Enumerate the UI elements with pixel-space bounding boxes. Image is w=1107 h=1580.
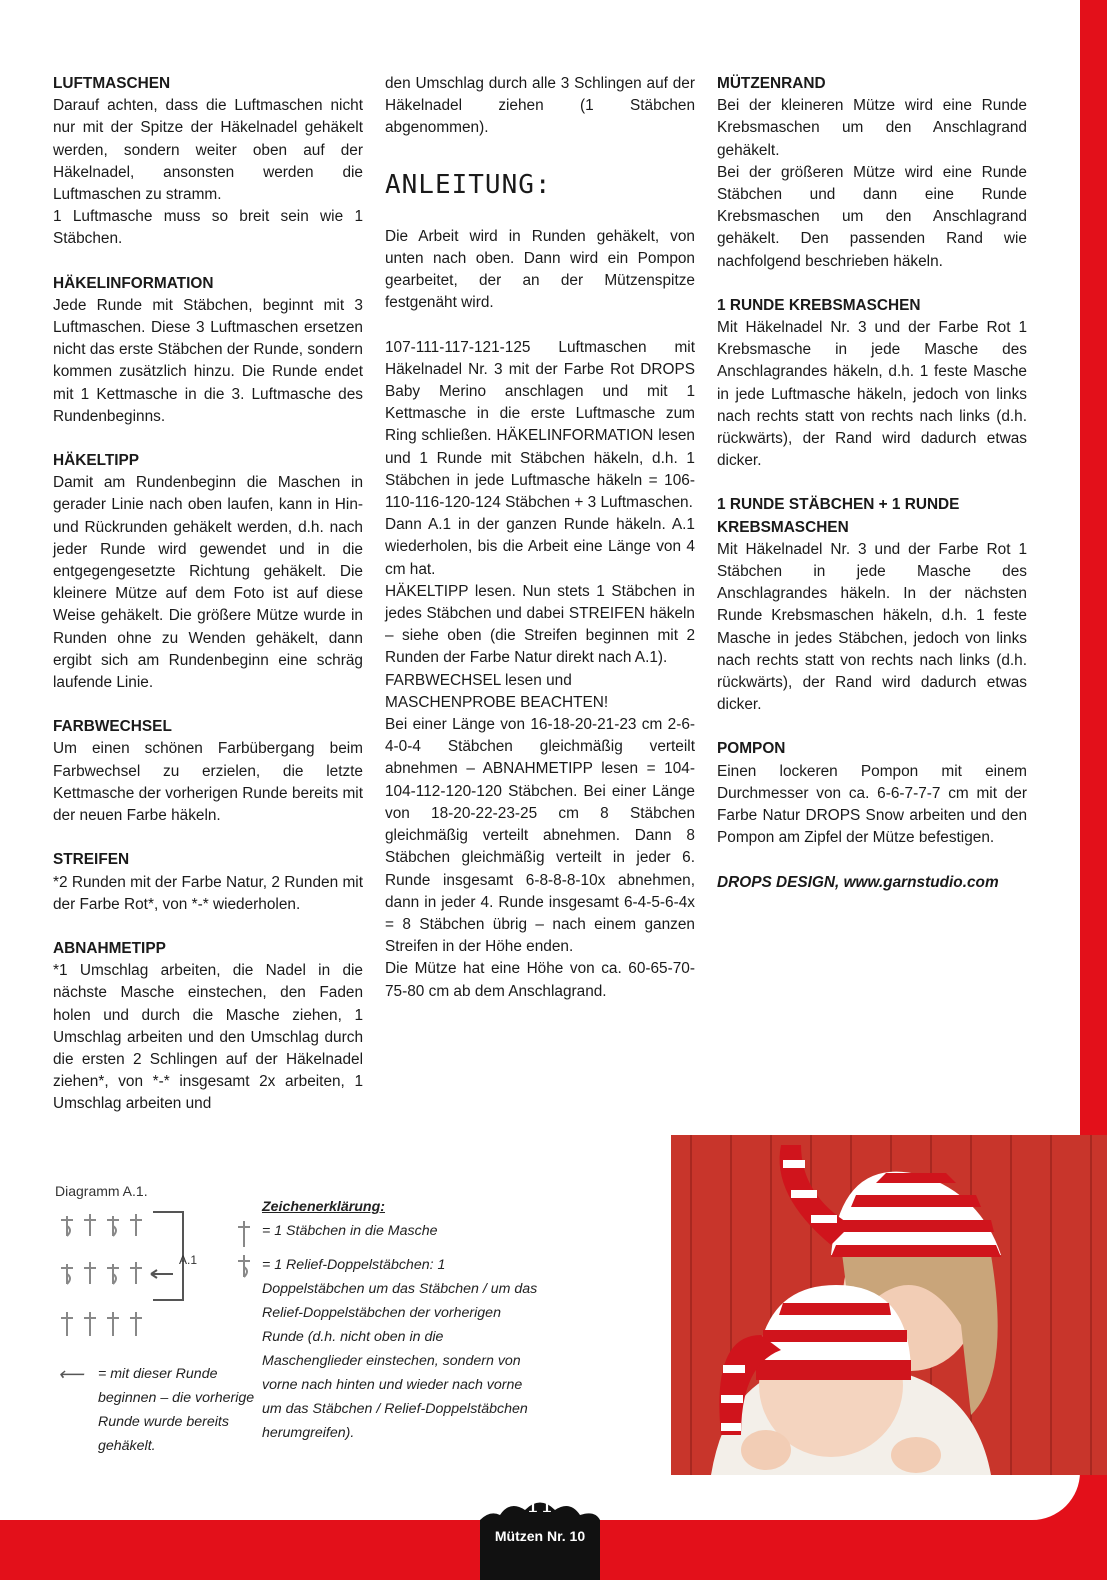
text-farbwechsel: Um einen schönen Farbübergang beim Farbwechsel zu erzielen, die letzte Kettmasche der vorherigen Runde bereits mit der neuen Farbe häkeln. <box>53 740 363 825</box>
legend-item-2: = 1 Relief-Doppelstäbchen: 1 Doppelstäbchen um das Stäbchen / um das Relief-Doppelstäbchen der vorherigen Runde (d.h. nicht oben in die Maschenglieder einstechen, sondern von vorne nach hinten und wieder nach vorne um das Stäbchen / Relief-Doppelstäbchen herumgreifen). <box>262 1257 538 1441</box>
arrow-left-icon: ⟵ <box>58 1364 84 1384</box>
text-abnahmetipp: *1 Umschlag arbeiten, die Nadel in die nächste Masche einstechen, den Faden holen und durch die Masche ziehen, 1 Umschlag arbeiten und den Umschlag durch die ersten 2 Schlingen auf der Häkelnadel ziehen*, von *-* insgesamt 2x arbeiten, 1 Umschlag arbeiten und <box>53 962 363 1113</box>
credit: DROPS DESIGN, www.garnstudio.com <box>717 873 999 891</box>
stitch-symbol <box>61 1312 73 1336</box>
text-staebchen-krebs: Mit Häkelnadel Nr. 3 und der Farbe Rot 1 Stäbchen in jede Masche des Anschlagrandes häkeln. In der nächsten Runde Krebsmaschen häkeln, d.h. 1 feste Masche in jedes Stäbchen, jedoch von links nach rechts statt von rechts nach links (d.h. rückwärts), der Rand wird dadurch etwas dicker. <box>717 540 1027 714</box>
relief-stitch-symbol <box>107 1264 119 1284</box>
column-1 <box>53 73 363 1116</box>
text-anleitung-5b: MASCHENPROBE BEACHTEN! <box>385 693 609 711</box>
heading-abnahmetipp: ABNAHMETIPP <box>53 939 166 957</box>
column-3 <box>717 73 1027 894</box>
heading-luftmaschen: LUFTMASCHEN <box>53 75 171 92</box>
text-krebsmaschen: Mit Häkelnadel Nr. 3 und der Farbe Rot 1 Krebsmasche in jede Masche des Anschlagrandes häkeln, d.h. 1 feste Masche in jede Luftmasche häkeln, jedoch von links nach rechts statt von rechts nach links (d.h. rückwärts), der Rand wird dadurch etwas dicker. <box>717 319 1027 470</box>
diagram-title: Diagramm A.1. <box>55 1183 148 1199</box>
text-luftmaschen-1: Darauf achten, dass die Luftmaschen nicht nur mit der Spitze der Häkelnadel gehäkelt werden, sondern weiter oben auf der Häkelnadel, ansonsten werden die Luftmaschen zu stramm. <box>53 97 363 204</box>
text-haekelinformation: Jede Runde mit Stäbchen, beginnt mit 3 Luftmaschen. Diese 3 Luftmaschen ersetzen nicht das erste Stäbchen der Runde, sondern kommen zusätzlich hinzu. Die Runde endet mit 1 Kettmasche in die 3. Luftmasche des Rundenbeginns. <box>53 296 363 425</box>
diagram-a1 <box>55 1208 215 1348</box>
relief-stitch-symbol <box>61 1216 73 1236</box>
text-haekeltipp: Damit am Rundenbeginn die Maschen in gerader Linie nach oben laufen, kann in Hin- und Rückrunden gehäkelt werden, d.h. nach jeder Runde wird gewendet und in die entgegengesetzte Richtung gehäkelt. Die kleinere Mütze auf dem Foto ist auf diese Weise gehäkelt. Die größere Mütze wurde in Runden ohne zu Wenden gehäkelt, dann ergibt sich am Rundenbeginn eine schräg laufende Linie. <box>53 474 363 692</box>
text-anleitung-5a: FARBWECHSEL lesen und <box>385 671 572 689</box>
column-2 <box>385 73 695 1003</box>
heading-streifen: STREIFEN <box>53 851 130 869</box>
text-luftmaschen-2: 1 Luftmasche muss so breit sein wie 1 Stäbchen. <box>53 208 363 248</box>
relief-stitch-symbol <box>61 1264 73 1284</box>
stitch-symbol <box>130 1312 142 1336</box>
stitch-symbol <box>107 1312 119 1336</box>
stitch-symbol <box>130 1262 142 1284</box>
text-anleitung-6: Bei einer Länge von 16-18-20-21-23 cm 2-6-4-0-4 Stäbchen gleichmäßig verteilt abnehmen – ABNAHMETIPP lesen = 104-104-112-120-120 Stäbchen. Bei einer Länge von 18-20-22-23-25 cm 8 Stäbchen gleichmäßig verteilt abnehmen. Dann 8 Stäbchen gleichmäßig verteilt in jeder 6. Runde insgesamt 6-8-8-8-10x abnehmen, dann in jeder 4. Runde insgesamt 6-4-5-6-4x = 8 Stäbchen übrig – nach einem ganzen Streifen in der Höhe enden. <box>385 716 695 956</box>
heading-staebchen-krebs-1: 1 RUNDE STÄBCHEN + 1 RUNDE <box>717 496 960 514</box>
text-muetzenrand-2: Bei der größeren Mütze wird eine Runde Stäbchen und dann eine Runde Krebsmaschen um den Anschlagrand gehäkelt. Den passenden Rand wie nachfolgend beschrieben häkeln. <box>717 163 1027 270</box>
heading-muetzenrand: MÜTZENRAND <box>717 75 826 92</box>
photo-children-hats <box>671 1135 1107 1475</box>
stitch-symbol <box>84 1262 96 1284</box>
text-pompon: Einen lockeren Pompon mit einem Durchmesser von ca. 6-6-7-7-7 cm mit der Farbe Natur DROPS Snow arbeiten und den Pompon am Zipfel der Mütze befestigen. <box>717 762 1027 847</box>
diagram-label: A.1 <box>179 1253 198 1267</box>
text-streifen: *2 Runden mit der Farbe Natur, 2 Runden mit der Farbe Rot*, von *-* wiederholen. <box>53 873 363 913</box>
relief-stitch-legend-icon <box>234 1253 254 1283</box>
heading-anleitung: ANLEITUNG: <box>385 169 552 200</box>
text-anleitung-2: 107-111-117-121-125 Luftmaschen mit Häkelnadel Nr. 3 mit der Farbe Rot DROPS Baby Merino anschlagen und mit 1 Kettmasche in die erste Luftmasche zum Ring schließen. HÄKELINFORMATION lesen und 1 Runde mit Stäbchen häkeln, d.h. 1 Stäbchen in jede Luftmasche häkeln = 106-110-116-120-124 Stäbchen + 3 Luftmaschen. <box>385 338 695 512</box>
heading-haekeltipp: HÄKELTIPP <box>53 452 140 470</box>
text-abnahmetipp-cont: den Umschlag durch alle 3 Schlingen auf der Häkelnadel ziehen (1 Stäbchen abgenommen). <box>385 75 695 137</box>
page-number: 11 <box>526 1493 554 1518</box>
legend-item-1: = 1 Stäbchen in die Masche <box>262 1223 438 1239</box>
arrow-legend-text: = mit dieser Runde beginnen – die vorherige Runde wurde bereits gehäkelt. <box>98 1366 255 1454</box>
legend-heading: Zeichenerklärung: <box>262 1199 385 1215</box>
heading-krebsmaschen: 1 RUNDE KREBSMASCHEN <box>717 296 921 314</box>
text-muetzenrand-1: Bei der kleineren Mütze wird eine Runde Krebsmaschen um den Anschlagrand gehäkelt. <box>717 97 1027 159</box>
stitch-legend-icon <box>234 1219 254 1249</box>
text-anleitung-7: Die Mütze hat eine Höhe von ca. 60-65-70-75-80 cm ab dem Anschlagrand. <box>385 960 695 1000</box>
heading-farbwechsel: FARBWECHSEL <box>53 718 172 736</box>
magazine-title: Mützen Nr. 10 <box>494 1528 586 1544</box>
heading-staebchen-krebs-2: KREBSMASCHEN <box>717 518 849 536</box>
text-anleitung-3: Dann A.1 in der ganzen Runde häkeln. A.1 wiederholen, bis die Arbeit eine Länge von 4 cm hat. <box>385 516 695 578</box>
stitch-symbol <box>84 1214 96 1236</box>
heading-pompon: POMPON <box>717 740 786 758</box>
relief-stitch-symbol <box>107 1216 119 1236</box>
stitch-symbol <box>130 1214 142 1236</box>
heading-haekelinformation: HÄKELINFORMATION <box>53 274 214 292</box>
legend <box>262 1195 552 1445</box>
arrow-legend <box>58 1362 258 1458</box>
text-anleitung-4: HÄKELTIPP lesen. Nun stets 1 Stäbchen in jedes Stäbchen und dabei STREIFEN häkeln – siehe oben (die Streifen beginnen mit 2 Runden der Farbe Natur direkt nach A.1). <box>385 582 695 667</box>
text-anleitung-1: Die Arbeit wird in Runden gehäkelt, von unten nach oben. Dann wird ein Pompon gearbeitet, der an der Mützenspitze festgenäht wird. <box>385 227 695 312</box>
stitch-symbol <box>84 1312 96 1336</box>
